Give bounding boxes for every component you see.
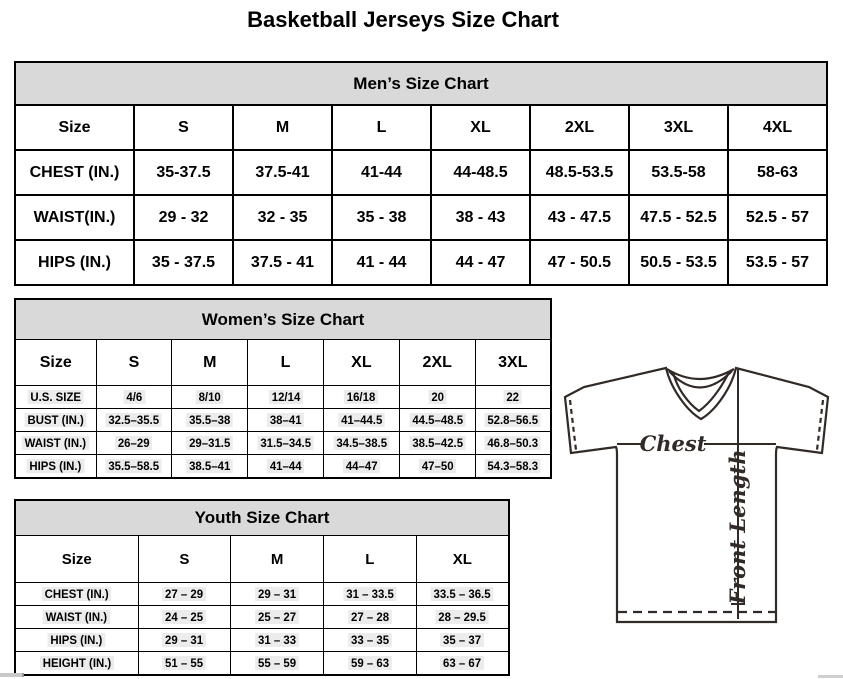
table-cell: 58-63 [728, 150, 827, 195]
table-cell: 47.5 - 52.5 [629, 195, 728, 240]
table-cell: 35.5–58.5 [96, 455, 172, 479]
column-header: L [248, 340, 324, 386]
chest-label: Chest [639, 431, 707, 456]
table-cell: 35-37.5 [134, 150, 233, 195]
table-cell: 29 - 32 [134, 195, 233, 240]
table-cell: 47 - 50.5 [530, 240, 629, 285]
womens-chart-title: Women’s Size Chart [15, 299, 551, 340]
table-row [15, 240, 827, 285]
column-header: 3XL [629, 105, 728, 150]
row-label: CHEST (IN.) [15, 583, 138, 606]
table-cell: 53.5 - 57 [728, 240, 827, 285]
row-label: WAIST(IN.) [15, 195, 134, 240]
page-title: Basketball Jerseys Size Chart [247, 7, 559, 32]
table-cell: 44 - 47 [431, 240, 530, 285]
jersey-measurement-diagram [563, 363, 835, 628]
table-cell: 12/14 [248, 386, 324, 409]
womens-size-chart-table [14, 298, 552, 479]
table-cell: 28 – 29.5 [416, 606, 509, 629]
table-cell: 27 – 28 [324, 606, 417, 629]
scrollbar-fragment[interactable] [818, 675, 843, 678]
table-cell: 27 – 29 [138, 583, 231, 606]
table-cell: 29 – 31 [138, 629, 231, 652]
table-cell: 31 – 33.5 [324, 583, 417, 606]
table-cell: 33 – 35 [324, 629, 417, 652]
table-cell: 32 - 35 [233, 195, 332, 240]
table-cell: 41–44 [248, 455, 324, 479]
column-header: M [233, 105, 332, 150]
front-length-label: Front Length [725, 449, 750, 605]
table-row [15, 150, 827, 195]
column-header: Size [15, 536, 138, 583]
table-cell: 38 - 43 [431, 195, 530, 240]
row-label: HEIGHT (IN.) [15, 652, 138, 676]
table-cell: 51 – 55 [138, 652, 231, 676]
column-header: L [324, 536, 417, 583]
table-cell: 22 [475, 386, 551, 409]
table-cell: 52.5 - 57 [728, 195, 827, 240]
column-header: M [172, 340, 248, 386]
table-row [15, 386, 551, 409]
youth-size-chart-table [14, 499, 510, 676]
table-cell: 31 – 33 [231, 629, 324, 652]
table-cell: 4/6 [96, 386, 172, 409]
table-cell: 52.8–56.5 [475, 409, 551, 432]
column-header: Size [15, 105, 134, 150]
row-label: WAIST (IN.) [15, 432, 96, 455]
table-row [15, 606, 509, 629]
mens-chart-title: Men’s Size Chart [15, 62, 827, 105]
column-header: XL [431, 105, 530, 150]
table-row [15, 500, 509, 536]
column-header: S [138, 536, 231, 583]
column-header: XL [323, 340, 399, 386]
table-cell: 35 – 37 [416, 629, 509, 652]
jersey-outline [565, 368, 828, 622]
table-cell: 31.5–34.5 [248, 432, 324, 455]
table-cell: 25 – 27 [231, 606, 324, 629]
column-header: 2XL [530, 105, 629, 150]
column-header: Size [15, 340, 96, 386]
table-row [15, 409, 551, 432]
table-cell: 26–29 [96, 432, 172, 455]
column-header: 3XL [475, 340, 551, 386]
table-cell: 41 - 44 [332, 240, 431, 285]
row-label: WAIST (IN.) [15, 606, 138, 629]
table-row [15, 455, 551, 479]
table-cell: 46.8–50.3 [475, 432, 551, 455]
table-cell: 44–47 [323, 455, 399, 479]
table-cell: 32.5–35.5 [96, 409, 172, 432]
table-cell: 24 – 25 [138, 606, 231, 629]
table-cell: 41-44 [332, 150, 431, 195]
column-header: L [332, 105, 431, 150]
table-cell: 48.5-53.5 [530, 150, 629, 195]
table-cell: 63 – 67 [416, 652, 509, 676]
table-cell: 29 – 31 [231, 583, 324, 606]
table-row [15, 432, 551, 455]
table-cell: 35 - 38 [332, 195, 431, 240]
table-cell: 59 – 63 [324, 652, 417, 676]
table-cell: 34.5–38.5 [323, 432, 399, 455]
column-header: 4XL [728, 105, 827, 150]
table-cell: 38.5–41 [172, 455, 248, 479]
table-cell: 16/18 [323, 386, 399, 409]
table-cell: 44.5–48.5 [399, 409, 475, 432]
youth-chart-title: Youth Size Chart [15, 500, 509, 536]
column-header: S [134, 105, 233, 150]
column-header: S [96, 340, 172, 386]
mens-size-chart-table [14, 61, 828, 286]
table-cell: 38–41 [248, 409, 324, 432]
table-cell: 54.3–58.3 [475, 455, 551, 479]
column-header: 2XL [399, 340, 475, 386]
table-row [15, 583, 509, 606]
table-cell: 43 - 47.5 [530, 195, 629, 240]
table-cell: 38.5–42.5 [399, 432, 475, 455]
table-cell: 37.5-41 [233, 150, 332, 195]
table-cell: 50.5 - 53.5 [629, 240, 728, 285]
table-row [15, 299, 551, 340]
row-label: HIPS (IN.) [15, 629, 138, 652]
table-cell: 8/10 [172, 386, 248, 409]
table-cell: 47–50 [399, 455, 475, 479]
row-label: CHEST (IN.) [15, 150, 134, 195]
table-row [15, 536, 509, 583]
table-cell: 29–31.5 [172, 432, 248, 455]
table-cell: 41–44.5 [323, 409, 399, 432]
horizontal-scrollbar-thumb[interactable] [0, 673, 24, 677]
table-row [15, 629, 509, 652]
row-label: HIPS (IN.) [15, 455, 96, 479]
table-row [15, 195, 827, 240]
table-cell: 35 - 37.5 [134, 240, 233, 285]
table-cell: 20 [399, 386, 475, 409]
table-cell: 44-48.5 [431, 150, 530, 195]
table-cell: 35.5–38 [172, 409, 248, 432]
table-cell: 37.5 - 41 [233, 240, 332, 285]
table-cell: 55 – 59 [231, 652, 324, 676]
table-row [15, 105, 827, 150]
table-cell: 53.5-58 [629, 150, 728, 195]
row-label: U.S. SIZE [15, 386, 96, 409]
table-row [15, 340, 551, 386]
column-header: M [231, 536, 324, 583]
column-header: XL [416, 536, 509, 583]
table-row [15, 62, 827, 105]
table-row [15, 652, 509, 676]
table-cell: 33.5 – 36.5 [416, 583, 509, 606]
row-label: BUST (IN.) [15, 409, 96, 432]
row-label: HIPS (IN.) [15, 240, 134, 285]
